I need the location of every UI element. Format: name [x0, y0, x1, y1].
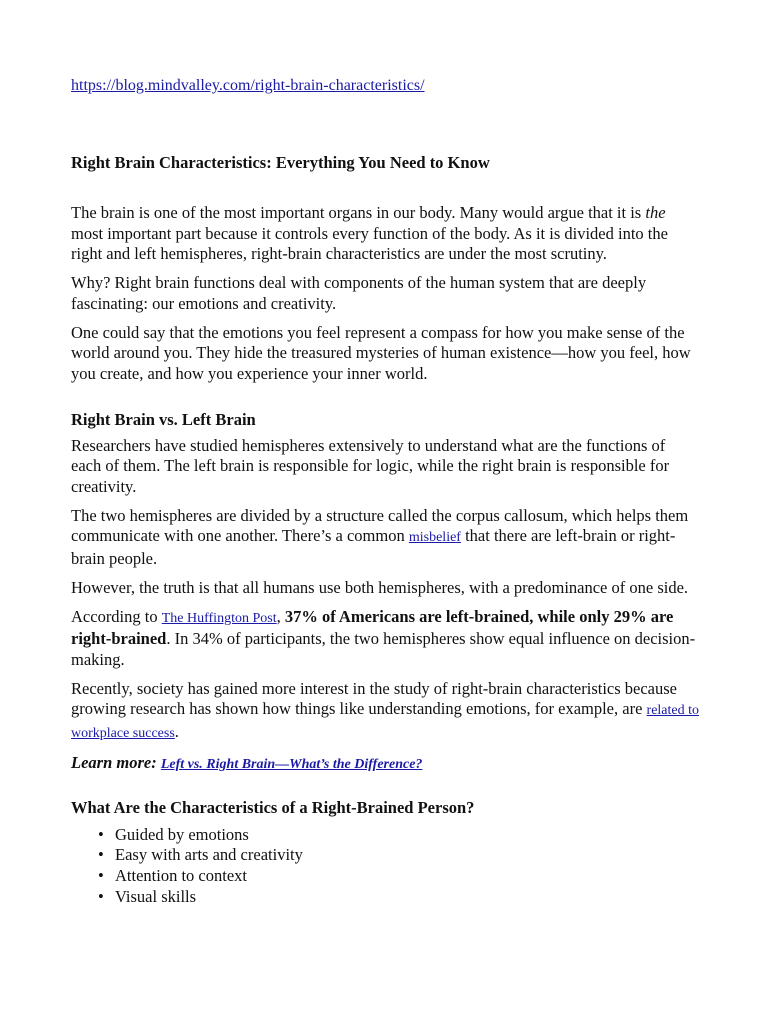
list-item: • Attention to context: [115, 866, 699, 887]
article-title: Right Brain Characteristics: Everything You Need to Know: [71, 153, 490, 172]
section1-p2-text-end: that there are left-brain or right-brain people.: [71, 526, 676, 569]
section1-paragraph-2: [71, 506, 699, 570]
learn-more-label: Learn more:: [71, 752, 161, 772]
section1-p4-text-end: . In 34% of participants, the two hemispheres show equal influence on decision-making.: [71, 629, 696, 669]
article-content: [71, 72, 699, 908]
workplace-success-link[interactable]: related to workplace success: [71, 703, 700, 742]
list-item: • Visual skills: [115, 887, 699, 908]
characteristics-list: [71, 825, 699, 908]
huffington-post-link[interactable]: The Huffington Post: [161, 610, 277, 626]
section1-paragraph-1: Researchers have studied hemispheres extensively to understand what are the functions of each of them. The left brain is responsible for logic, while the right brain is responsible for creativity.: [71, 435, 670, 497]
learn-more-link[interactable]: Left vs. Right Brain—What’s the Difference?: [160, 756, 423, 772]
section1-p4-comma: ,: [276, 606, 285, 626]
section1-p5-text-start: Recently, society has gained more interest in the study of right-brain characteristics because growing research has shown how things like understanding emotions, for example, are: [71, 678, 678, 719]
learn-more-line: [71, 753, 699, 775]
section1-p4-bold-stat: 37% of Americans are left-brained, while only 29% are right-brained: [71, 606, 674, 649]
list-item: • Guided by emotions: [115, 825, 699, 846]
section-heading-right-vs-left: Right Brain vs. Left Brain: [71, 409, 256, 429]
section-heading-characteristics: What Are the Characteristics of a Right-Brained Person?: [71, 797, 475, 817]
section1-p4-text-start: According to: [71, 606, 162, 626]
section1-p5-text-end: .: [174, 722, 179, 742]
section1-paragraph-4: [71, 607, 699, 671]
source-url-link[interactable]: https://blog.mindvalley.com/right-brain-characteristics/: [71, 77, 425, 94]
intro-p1-text-end: most important part because it controls every function of the body. As it is divided into the right and left hemispheres, right-brain characteristics are under the most scrutiny.: [71, 223, 668, 264]
intro-paragraph-1: [71, 203, 699, 265]
intro-paragraph-3: One could say that the emotions you feel represent a compass for how you make sense of the world around you. They hide the treasured mysteries of human existence—how you feel, how you create, and how you experience your inner world.: [71, 322, 691, 383]
intro-p1-text-start: The brain is one of the most important organs in our body. Many would argue that it is: [71, 203, 646, 222]
section1-paragraph-3: However, the truth is that all humans use both hemispheres, with a predominance of one side.: [71, 577, 689, 597]
section1-p2-text-start: The two hemispheres are divided by a structure called the corpus callosum, which helps them communicate with one another. There’s a common: [71, 505, 689, 546]
misbelief-link[interactable]: misbelief: [408, 530, 461, 546]
intro-p1-emphasis: the: [645, 203, 666, 222]
intro-paragraph-2: Why? Right brain functions deal with components of the human system that are deeply fascinating: our emotions and creativity.: [71, 273, 647, 313]
list-item: • Easy with arts and creativity: [115, 845, 699, 866]
section1-paragraph-5: [71, 679, 699, 745]
